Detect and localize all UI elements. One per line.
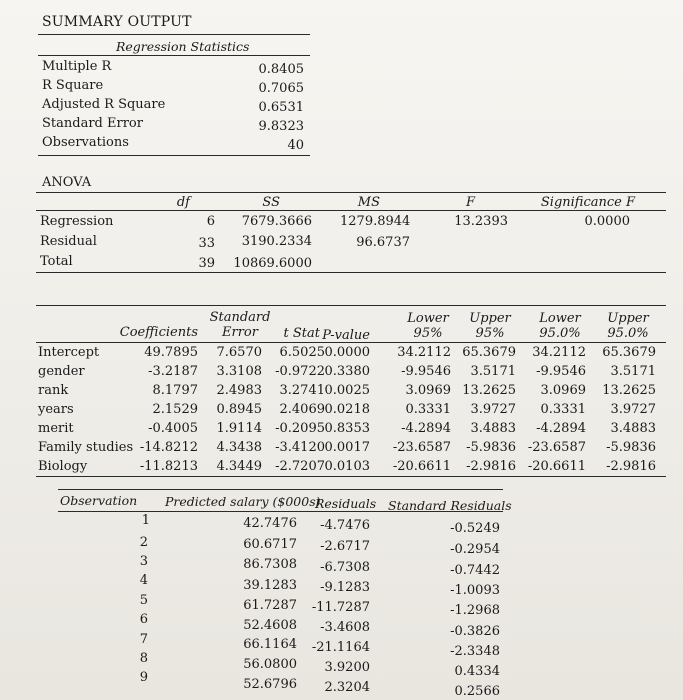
coef-upper-b: 3.4883	[610, 421, 656, 436]
obs-number: 2	[139, 535, 148, 550]
coef-upper: 3.9727	[470, 402, 516, 417]
rule	[36, 476, 666, 477]
residual-value: -2.6717	[320, 539, 370, 554]
coef-p: 0.3380	[324, 364, 370, 379]
anova-significance-f: 0.0000	[584, 214, 630, 229]
summary-title: SUMMARY OUTPUT	[42, 14, 192, 30]
residual-value: -11.7287	[311, 600, 370, 615]
coef-lower: -20.6611	[392, 459, 451, 474]
anova-ss: 7679.3666	[241, 214, 312, 229]
obs-number: 9	[139, 670, 148, 685]
anova-ms: 1279.8944	[340, 214, 411, 229]
std-residual-value: -1.2968	[450, 603, 500, 618]
coef-t: -0.9722	[275, 364, 325, 379]
coef-upper: -5.9836	[466, 440, 516, 455]
header-predicted-salary: Predicted salary ($000s)	[165, 494, 321, 509]
residual-value: 3.9200	[324, 660, 370, 675]
stat-value: 0.7065	[258, 81, 304, 96]
predicted-value: 52.4608	[243, 618, 297, 633]
obs-number: 1	[141, 513, 150, 528]
obs-number: 8	[139, 651, 148, 666]
coef-value: 49.7895	[144, 345, 198, 360]
coef-se: 2.4983	[216, 383, 262, 398]
header-residuals: Residuals	[315, 496, 377, 511]
coef-upper: -2.9816	[466, 459, 516, 474]
std-residual-value: 0.2566	[454, 684, 500, 699]
coef-lower-b: -4.2894	[536, 421, 586, 436]
header-lower-95-0: Lower	[539, 311, 581, 326]
rule	[36, 210, 666, 211]
residual-value: -4.7476	[320, 518, 370, 533]
coef-lower-b: 0.3331	[540, 402, 586, 417]
stat-label: R Square	[42, 78, 104, 93]
header-coefficients: Coefficients	[119, 325, 198, 340]
std-residual-value: -0.3826	[450, 624, 500, 639]
predicted-value: 61.7287	[243, 598, 297, 613]
coef-value: 2.1529	[152, 402, 198, 417]
coef-lower: -9.9546	[401, 364, 451, 379]
header-upper: Upper	[469, 311, 511, 326]
anova-header-df: df	[176, 195, 190, 210]
obs-number: 6	[139, 612, 148, 627]
rule	[36, 192, 666, 193]
row-label: gender	[38, 364, 85, 379]
anova-f: 13.2393	[454, 214, 508, 229]
residual-value: 2.3204	[324, 680, 370, 695]
coef-p: 0.0025	[324, 383, 370, 398]
coef-t: -2.7207	[275, 459, 325, 474]
coef-upper: 13.2625	[462, 383, 516, 398]
row-label: Regression	[40, 214, 114, 229]
header-lower: Lower	[407, 311, 449, 326]
header-lower-95-0-pct: 95.0%	[539, 326, 581, 341]
rule	[36, 342, 666, 343]
coef-lower-b: 3.0969	[540, 383, 586, 398]
rule	[36, 272, 666, 273]
stat-label: Observations	[42, 135, 129, 150]
coef-p: 0.0218	[324, 402, 370, 417]
stat-value: 0.6531	[258, 100, 304, 115]
header-standard: Standard	[209, 310, 271, 325]
predicted-value: 86.7308	[243, 557, 297, 572]
row-label: Total	[40, 254, 73, 269]
coef-value: -3.2187	[148, 364, 198, 379]
std-residual-value: 0.4334	[454, 664, 500, 679]
anova-ss: 3190.2334	[241, 234, 312, 249]
anova-header-significance-f: Significance F	[540, 195, 635, 210]
row-label: rank	[38, 383, 69, 398]
coef-se: 4.3449	[216, 459, 262, 474]
stat-label: Adjusted R Square	[42, 97, 166, 112]
coef-upper: 3.4883	[470, 421, 516, 436]
coef-lower: 0.3331	[405, 402, 451, 417]
header-upper-95: 95%	[475, 326, 505, 341]
header-observation: Observation	[60, 493, 138, 508]
header-upper-95-0: Upper	[607, 311, 649, 326]
coef-p: 0.0017	[324, 440, 370, 455]
rule	[38, 55, 310, 56]
std-residual-value: -2.3348	[450, 644, 500, 659]
coef-value: -14.8212	[139, 440, 198, 455]
coef-lower: 34.2112	[397, 345, 451, 360]
rule	[58, 511, 503, 512]
coef-upper-b: -2.9816	[606, 459, 656, 474]
coef-value: -0.4005	[148, 421, 198, 436]
coef-lower: 3.0969	[405, 383, 451, 398]
rule	[36, 305, 666, 306]
coef-p: 0.0103	[324, 459, 370, 474]
stat-value: 0.8405	[258, 62, 304, 77]
coef-upper-b: 3.9727	[610, 402, 656, 417]
coef-lower: -4.2894	[401, 421, 451, 436]
regression-statistics-header: Regression Statistics	[116, 39, 250, 54]
anova-df: 6	[206, 214, 215, 229]
row-label: Intercept	[38, 345, 100, 360]
coef-t: 3.2741	[279, 383, 325, 398]
predicted-value: 39.1283	[243, 578, 297, 593]
predicted-value: 56.0800	[243, 657, 297, 672]
coef-value: -11.8213	[139, 459, 198, 474]
obs-number: 5	[139, 593, 148, 608]
coef-t: 6.5025	[279, 345, 325, 360]
coef-upper-b: -5.9836	[606, 440, 656, 455]
residual-value: -3.4608	[320, 620, 370, 635]
coef-lower-b: -20.6611	[527, 459, 586, 474]
header-lower-95: 95%	[413, 326, 443, 341]
coef-lower-b: -9.9546	[536, 364, 586, 379]
std-residual-value: -0.5249	[450, 521, 500, 536]
obs-number: 3	[139, 554, 148, 569]
row-label: years	[38, 402, 74, 417]
coef-se: 4.3438	[216, 440, 262, 455]
residual-value: -21.1164	[311, 640, 370, 655]
anova-df: 33	[198, 236, 215, 251]
anova-ss: 10869.6000	[233, 256, 312, 271]
obs-number: 7	[139, 632, 148, 647]
predicted-value: 42.7476	[243, 516, 297, 531]
coef-p: 0.8353	[324, 421, 370, 436]
obs-number: 4	[139, 573, 148, 588]
std-residual-value: -1.0093	[450, 583, 500, 598]
header-error: Error	[222, 325, 258, 340]
coef-se: 7.6570	[216, 345, 262, 360]
residual-value: -6.7308	[320, 560, 370, 575]
predicted-value: 66.1164	[243, 637, 297, 652]
coef-lower-b: -23.6587	[527, 440, 586, 455]
coef-p: 0.0000	[324, 345, 370, 360]
anova-header-ss: SS	[262, 195, 280, 210]
coef-lower-b: 34.2112	[532, 345, 586, 360]
row-label: Family studies	[38, 440, 134, 455]
coef-upper-b: 3.5171	[610, 364, 656, 379]
coef-se: 0.8945	[216, 402, 262, 417]
anova-ms: 96.6737	[356, 235, 410, 250]
row-label: Residual	[40, 234, 97, 249]
anova-header-f: F	[465, 195, 475, 210]
rule	[58, 489, 503, 490]
coef-upper: 65.3679	[462, 345, 516, 360]
stat-value: 40	[287, 138, 304, 153]
std-residual-value: -0.2954	[450, 542, 500, 557]
row-label: merit	[38, 421, 74, 436]
rule	[38, 155, 310, 156]
coef-upper-b: 65.3679	[602, 345, 656, 360]
row-label: Biology	[38, 459, 88, 474]
coef-upper: 3.5171	[470, 364, 516, 379]
anova-df: 39	[198, 256, 215, 271]
header-standard-residuals: Standard Residuals	[388, 498, 512, 513]
header-t-stat: t Stat	[283, 326, 320, 341]
predicted-value: 52.6796	[243, 677, 297, 692]
header-upper-95-0-pct: 95.0%	[607, 326, 649, 341]
header-p-value: P-value	[322, 328, 370, 343]
rule	[38, 34, 310, 35]
stat-label: Standard Error	[42, 116, 143, 131]
predicted-value: 60.6717	[243, 537, 297, 552]
coef-lower: -23.6587	[392, 440, 451, 455]
coef-t: 2.4069	[279, 402, 325, 417]
std-residual-value: -0.7442	[450, 563, 500, 578]
anova-header-ms: MS	[357, 195, 380, 210]
coef-se: 3.3108	[216, 364, 262, 379]
stat-label: Multiple R	[42, 59, 112, 74]
coef-t: -3.4120	[275, 440, 325, 455]
stat-value: 9.8323	[258, 119, 304, 134]
coef-se: 1.9114	[216, 421, 262, 436]
residual-value: -9.1283	[320, 580, 370, 595]
coef-t: -0.2095	[275, 421, 325, 436]
anova-title: ANOVA	[42, 175, 92, 190]
coef-value: 8.1797	[152, 383, 198, 398]
coef-upper-b: 13.2625	[602, 383, 656, 398]
